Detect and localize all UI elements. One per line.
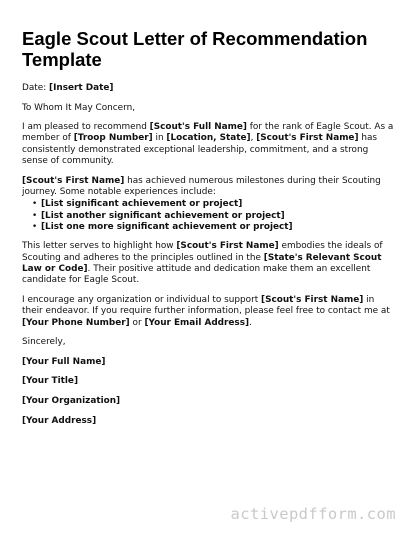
signature-organization: [Your Organization] xyxy=(22,395,121,406)
closing: Sincerely, xyxy=(22,337,66,348)
salutation: To Whom It May Concern, xyxy=(22,102,136,113)
signature-address: [Your Address] xyxy=(22,415,97,426)
email-address-placeholder: [Your Email Address] xyxy=(144,317,250,328)
scout-law-placeholder: [State's Relevant Scout Law or Code] xyxy=(22,252,382,275)
text-run: . xyxy=(249,317,252,328)
scout-first-name-placeholder: [Scout's First Name] xyxy=(256,133,359,144)
scout-first-name-placeholder: [Scout's First Name] xyxy=(176,241,279,252)
troop-number-placeholder: [Troop Number] xyxy=(73,133,153,144)
signature-name: [Your Full Name] xyxy=(22,356,106,367)
scout-full-name-placeholder: [Scout's Full Name] xyxy=(149,122,247,133)
location-placeholder: [Location, State] xyxy=(166,133,251,144)
text-run: I am pleased to recommend xyxy=(22,122,150,133)
text-run: has achieved numerous milestones during their Scouting journey. Some notable experiences include: xyxy=(22,175,381,197)
ideals-paragraph xyxy=(22,241,394,286)
support-paragraph xyxy=(22,295,394,329)
date-label: Date: xyxy=(22,83,50,93)
text-run: in xyxy=(152,133,167,144)
list-item: • [List another significant achievement or project] xyxy=(32,211,394,222)
achievements-list xyxy=(22,199,394,233)
phone-number-placeholder: [Your Phone Number] xyxy=(22,317,130,328)
text-run: . Their positive attitude and dedication make them an excellent candidate for Eagle Scout. xyxy=(22,264,371,286)
date-line xyxy=(22,83,394,94)
intro-paragraph xyxy=(22,122,394,167)
text-run: I encourage any organization or individual to support xyxy=(22,294,262,305)
text-run: , xyxy=(250,133,257,144)
letter-document xyxy=(22,28,394,435)
text-run: has consistently demonstrated exceptional leadership, commitment, and a strong sense of community. xyxy=(22,133,378,167)
text-run: This letter serves to highlight how xyxy=(22,241,177,252)
scout-first-name-placeholder: [Scout's First Name] xyxy=(22,175,125,186)
text-run: for the rank of Eagle Scout. As a member of xyxy=(22,122,394,144)
list-item: • [List significant achievement or project] xyxy=(32,199,394,210)
site-watermark: activepdfform.com xyxy=(230,505,396,523)
list-item: • [List one more significant achievement or project] xyxy=(32,222,394,233)
text-run: embodies the ideals of Scouting and adheres to the principles outlined in the xyxy=(22,241,383,263)
signature-title: [Your Title] xyxy=(22,376,79,387)
scout-first-name-placeholder: [Scout's First Name] xyxy=(261,294,364,305)
text-run: or xyxy=(129,317,145,328)
date-placeholder: [Insert Date] xyxy=(49,83,114,93)
document-title: Eagle Scout Letter of Recommendation Template xyxy=(22,28,368,70)
text-run: in their endeavor. If you require further information, please feel free to contact me at xyxy=(22,294,390,317)
milestones-paragraph xyxy=(22,176,394,199)
